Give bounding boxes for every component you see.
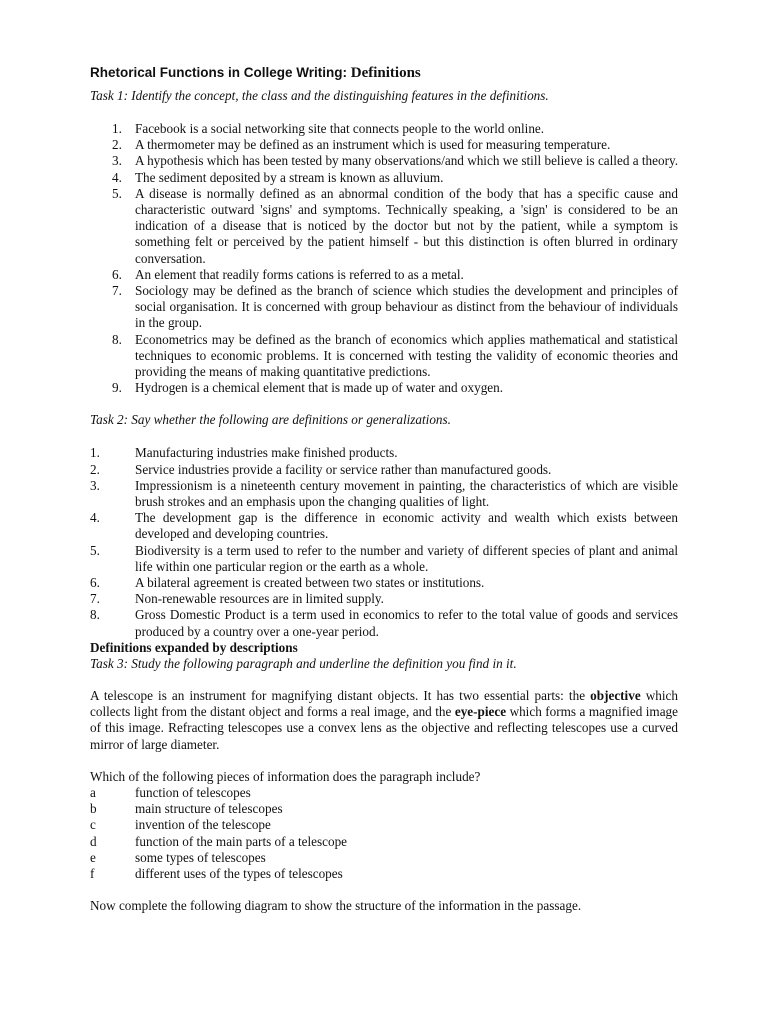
option-text: main structure of telescopes xyxy=(135,801,283,817)
item-number: 7. xyxy=(112,283,122,299)
list-item xyxy=(90,267,678,283)
paragraph-text: which collects light from the distant object and forms a real image, and the xyxy=(90,687,678,720)
section-heading: Definitions expanded by descriptions xyxy=(90,639,298,655)
option-letter: d xyxy=(90,833,97,849)
option-item xyxy=(90,801,678,817)
task1-instruction: Task 1: Identify the concept, the class and the distinguishing features in the definitions. xyxy=(90,88,549,103)
list-item xyxy=(90,170,678,186)
option-letter: e xyxy=(90,849,96,865)
item-text: A disease is normally defined as an abnormal condition of the body that has a specific cause and characteristic outward 'signs' and symptoms. Technically speaking, a 'sign' is considered to be an indication of a disease that is noticed by the doctor but not by the patient, while a symptom is something felt or perceived by the patient himself - but this distinction is often blurred in ordinary conversation. xyxy=(135,185,678,266)
item-number: 4. xyxy=(112,169,122,185)
title-emphasis: Definitions xyxy=(350,65,421,81)
list-item xyxy=(90,283,678,332)
paragraph-text: which forms a magnified image of this image. Refracting telescopes use a convex lens as the objective and reflecting telescopes use a curved mirror of large diameter. xyxy=(90,704,678,752)
item-number: 2. xyxy=(112,137,122,153)
item-text: Hydrogen is a chemical element that is made up of water and oxygen. xyxy=(135,380,504,396)
bold-term-objective: objective xyxy=(590,687,641,703)
item-text: A hypothesis which has been tested by many observations/and which we still believe is called a theory. xyxy=(135,153,678,169)
list-item xyxy=(90,510,678,542)
options-list xyxy=(90,785,678,882)
item-number: 8. xyxy=(90,607,100,623)
option-text: function of telescopes xyxy=(135,784,251,800)
item-text: Gross Domestic Product is a term used in economics to refer to the total value of goods and services produced by a country over a one-year period. xyxy=(135,607,678,639)
list-item xyxy=(90,543,678,575)
item-text: An element that readily forms cations is referred to as a metal. xyxy=(135,266,464,282)
option-item xyxy=(90,850,678,866)
item-text: The sediment deposited by a stream is known as alluvium. xyxy=(135,169,444,185)
item-text: Sociology may be defined as the branch of science which studies the development and principles of social organisation. It is concerned with group behaviour as distinct from the behaviour of individuals in the group. xyxy=(135,283,678,331)
paragraph-text: A telescope is an instrument for magnifying distant objects. It has two essential parts: the xyxy=(90,687,591,703)
task2-instruction: Task 2: Say whether the following are definitions or generalizations. xyxy=(90,412,451,428)
item-text: Biodiversity is a term used to refer to the number and variety of different species of plant and animal life within one particular region or the earth as a whole. xyxy=(135,542,678,574)
item-text: A bilateral agreement is created between two states or institutions. xyxy=(135,575,485,591)
list-item xyxy=(90,332,678,381)
item-text: Facebook is a social networking site that connects people to the world online. xyxy=(135,121,545,136)
item-text: Non-renewable resources are in limited supply. xyxy=(135,591,384,607)
item-number: 3. xyxy=(90,477,100,493)
option-text: function of the main parts of a telescope xyxy=(135,833,348,849)
task2-list xyxy=(90,445,678,639)
item-text: A thermometer may be defined as an instrument which is used for measuring temperature. xyxy=(135,137,611,153)
option-item xyxy=(90,834,678,850)
bold-term-eyepiece: eye-piece xyxy=(454,704,507,720)
option-text: different uses of the types of telescopes xyxy=(135,865,343,881)
option-letter: f xyxy=(90,865,95,881)
task1-list xyxy=(90,121,678,396)
option-item xyxy=(90,785,678,801)
list-item xyxy=(90,445,678,461)
item-number: 9. xyxy=(112,380,122,396)
item-text: Service industries provide a facility or service rather than manufactured goods. xyxy=(135,461,552,477)
item-number: 6. xyxy=(90,575,100,591)
list-item xyxy=(90,153,678,169)
option-item xyxy=(90,817,678,833)
item-number: 2. xyxy=(90,461,100,477)
item-number: 6. xyxy=(112,266,122,282)
item-text: Impressionism is a nineteenth century movement in painting, the characteristics of which are visible brush strokes and an emphasis upon the changing qualities of light. xyxy=(135,477,678,510)
list-item xyxy=(90,591,678,607)
list-item xyxy=(90,462,678,478)
item-text: Econometrics may be defined as the branch of economics which applies mathematical and statistical techniques to economic problems. It is concerned with testing the validity of economic theories and providing the means of making quantitative predictions. xyxy=(135,331,678,380)
item-number: 4. xyxy=(90,510,100,526)
option-text: invention of the telescope xyxy=(135,817,271,833)
item-number: 8. xyxy=(112,331,122,347)
list-item xyxy=(90,121,678,137)
task3-instruction: Task 3: Study the following paragraph and underline the definition you find in it. xyxy=(90,655,517,671)
option-text: some types of telescopes xyxy=(135,849,266,865)
item-text: Manufacturing industries make finished products. xyxy=(135,445,398,461)
page-title xyxy=(90,62,678,84)
item-number: 1. xyxy=(90,445,100,461)
list-item xyxy=(90,380,678,396)
option-letter: a xyxy=(90,784,96,800)
option-item xyxy=(90,866,678,882)
list-item xyxy=(90,478,678,510)
telescope-paragraph xyxy=(90,688,678,753)
closing-instruction: Now complete the following diagram to show the structure of the information in the passage. xyxy=(90,898,582,914)
item-number: 1. xyxy=(112,121,122,136)
item-number: 5. xyxy=(90,542,100,558)
list-item xyxy=(90,607,678,639)
question-text: Which of the following pieces of information does the paragraph include? xyxy=(90,768,481,784)
item-number: 3. xyxy=(112,153,122,169)
document-page xyxy=(90,62,678,914)
list-item xyxy=(90,186,678,267)
option-letter: b xyxy=(90,801,97,817)
item-text: The development gap is the difference in economic activity and wealth which exists between developed and developing countries. xyxy=(135,510,678,542)
list-item xyxy=(90,575,678,591)
list-item xyxy=(90,137,678,153)
item-number: 5. xyxy=(112,185,122,201)
title-main: Rhetorical Functions in College Writing: xyxy=(90,65,351,80)
item-number: 7. xyxy=(90,591,100,607)
option-letter: c xyxy=(90,817,96,833)
